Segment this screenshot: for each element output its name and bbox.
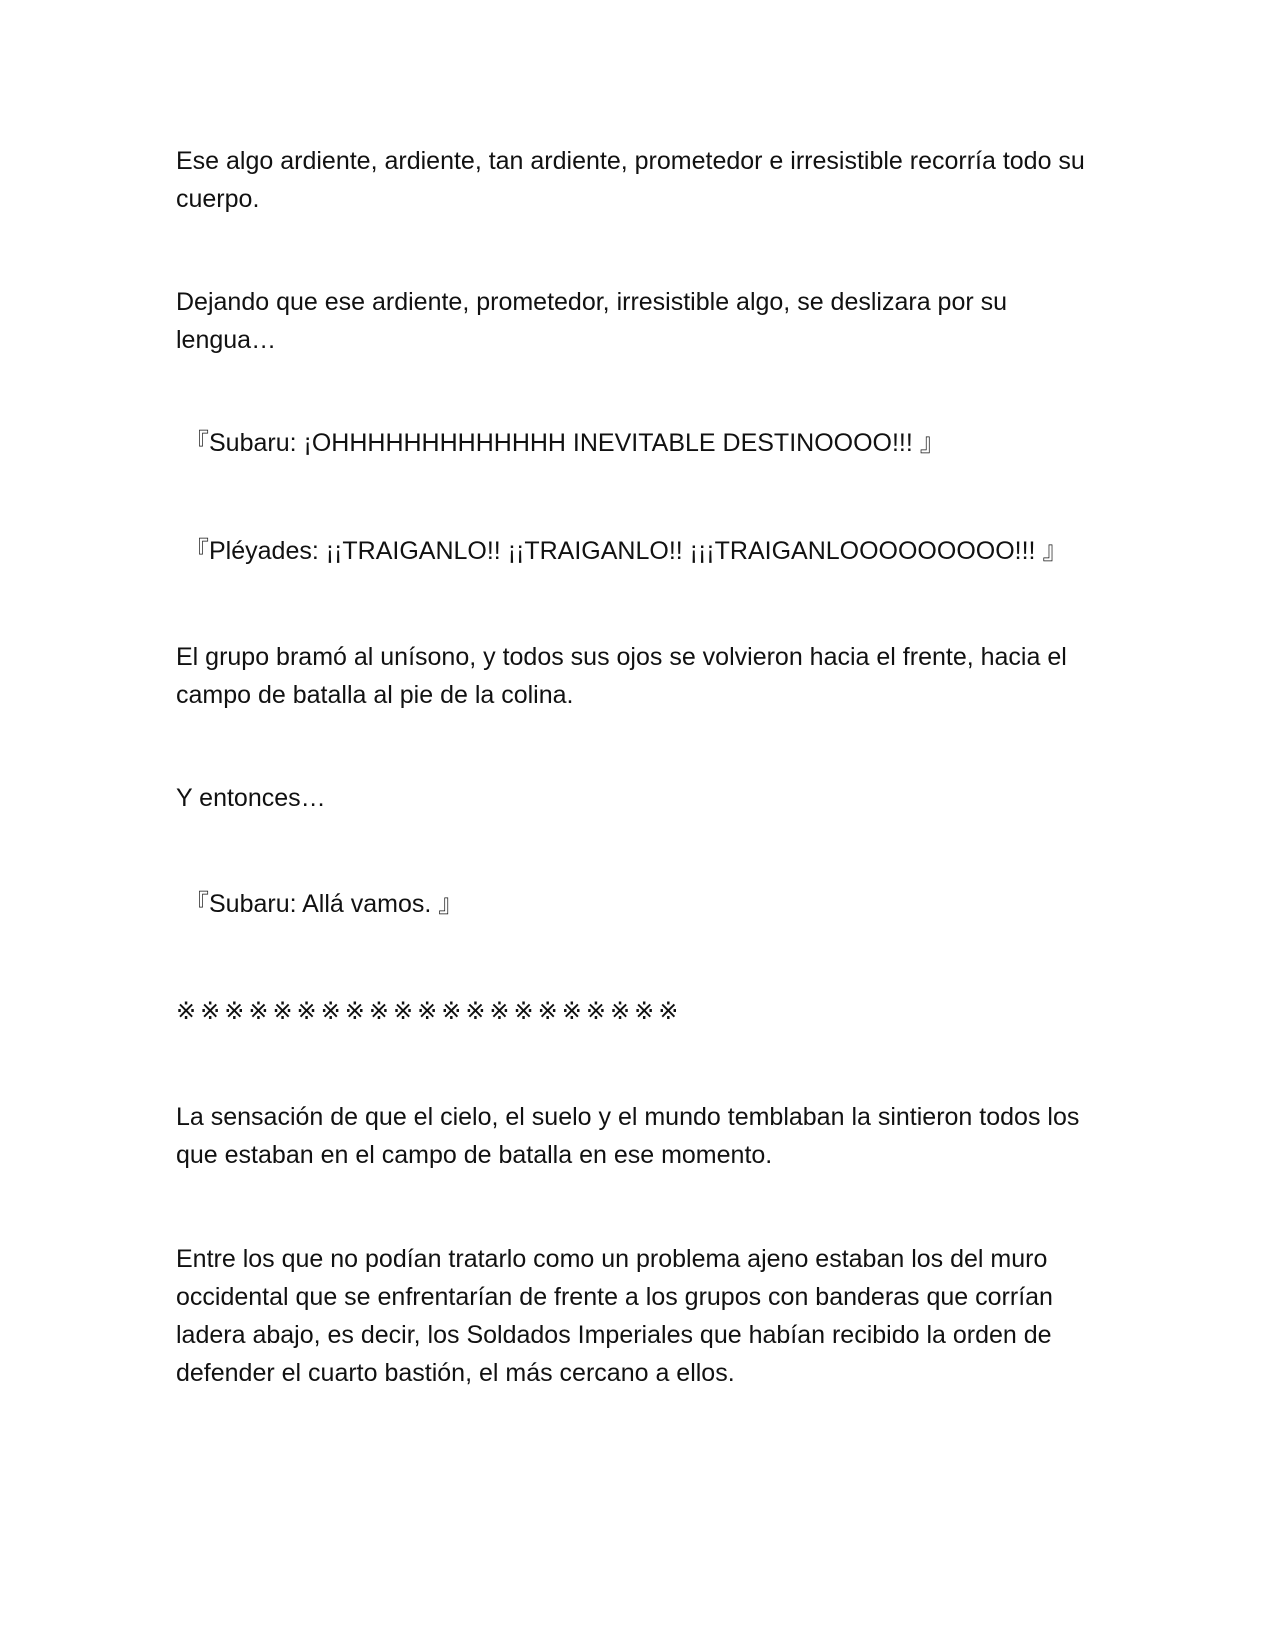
dialogue-text: 『Subaru: ¡OHHHHHHHHHHHHH INEVITABLE DESTINOOOO!!! 』: [184, 429, 945, 457]
paragraph-text: La sensación de que el cielo, el suelo y el mundo temblaban la sintieron todos los que estaban en el campo de batalla en ese momento.: [176, 1103, 1080, 1169]
paragraph-6: [176, 1240, 1106, 1392]
dialogue-subaru-1: [184, 424, 1114, 462]
paragraph-4: [176, 779, 1106, 817]
paragraph-text: Entre los que no podían tratarlo como un problema ajeno estaban los del muro occidental que se enfrentarían de frente a los grupos con banderas que corrían ladera abajo, es decir, los Soldados Imperiales que habían recibido la orden de defender el cuarto bastión, el más cercano a ellos.: [176, 1245, 1053, 1387]
paragraph-5: [176, 1098, 1106, 1174]
dialogue-pleyades: [184, 532, 1114, 570]
scene-separator: [176, 992, 1106, 1030]
paragraph-text: Ese algo ardiente, ardiente, tan ardiente, prometedor e irresistible recorría todo su cuerpo.: [176, 147, 1085, 213]
paragraph-text: Y entonces…: [176, 784, 326, 812]
paragraph-1: [176, 142, 1106, 218]
separator-text: ※※※※※※※※※※※※※※※※※※※※※: [176, 997, 683, 1025]
dialogue-subaru-2: [184, 885, 1114, 923]
paragraph-3: [176, 638, 1106, 714]
dialogue-text: 『Subaru: Allá vamos. 』: [184, 890, 464, 918]
paragraph-text: El grupo bramó al unísono, y todos sus ojos se volvieron hacia el frente, hacia el campo de batalla al pie de la colina.: [176, 643, 1067, 709]
paragraph-text: Dejando que ese ardiente, prometedor, irresistible algo, se deslizara por su lengua…: [176, 288, 1008, 354]
paragraph-2: [176, 283, 1106, 359]
dialogue-text: 『Pléyades: ¡¡TRAIGANLO!! ¡¡TRAIGANLO!! ¡¡¡TRAIGANLOOOOOOOOO!!! 』: [184, 537, 1068, 565]
